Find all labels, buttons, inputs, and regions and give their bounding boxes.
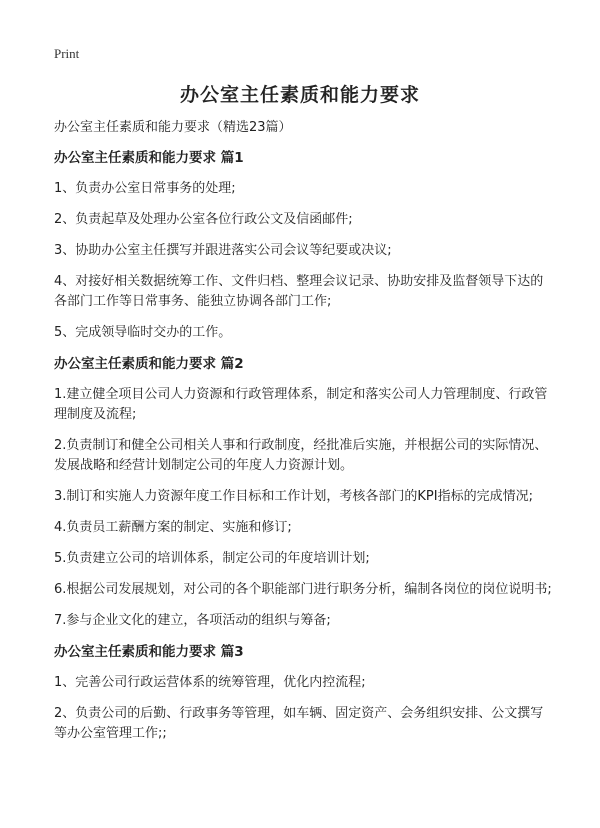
list-item: 3、协助办公室主任撰写并跟进落实公司会议等纪要或决议; — [54, 243, 392, 258]
list-item: 2、负责起草及处理办公室各位行政公文及信函邮件; — [54, 212, 353, 227]
section-heading: 办公室主任素质和能力要求 篇2 — [54, 356, 244, 372]
document-title: 办公室主任素质和能力要求 — [179, 84, 420, 106]
list-item: 6.根据公司发展规划，对公司的各个职能部门进行职务分析，编制各岗位的岗位说明书; — [54, 582, 552, 597]
list-item: 5.负责建立公司的培训体系，制定公司的年度培训计划; — [54, 551, 370, 566]
list-item: 5、完成领导临时交办的工作。 — [54, 325, 232, 340]
list-item: 4.负责员工薪酬方案的制定、实施和修订; — [54, 520, 292, 535]
list-item: 1、负责办公室日常事务的处理; — [54, 181, 236, 196]
document-subtitle: 办公室主任素质和能力要求（精选23篇） — [54, 120, 292, 135]
section-3 — [54, 642, 552, 744]
list-item: 7.参与企业文化的建立，各项活动的组织与筹备; — [54, 613, 331, 628]
document-body — [54, 118, 552, 755]
print-label: Print — [54, 46, 80, 61]
section-heading: 办公室主任素质和能力要求 篇3 — [54, 644, 244, 660]
list-item: 3.制订和实施人力资源年度工作目标和工作计划，考核各部门的KPI指标的完成情况; — [54, 489, 533, 504]
list-item: 2、负责公司的后勤、行政事务等管理，如车辆、固定资产、会务组织安排、公文撰写等办公室管理工作;; — [54, 706, 544, 741]
list-item: 1.建立健全项目公司人力资源和行政管理体系，制定和落实公司人力管理制度、行政管理制度及流程; — [54, 387, 548, 422]
section-heading: 办公室主任素质和能力要求 篇1 — [54, 150, 244, 166]
section-2 — [54, 354, 552, 631]
list-item: 1、完善公司行政运营体系的统筹管理，优化内控流程; — [54, 675, 366, 690]
list-item: 2.负责制订和健全公司相关人事和行政制度，经批准后实施，并根据公司的实际情况、发展战略和经营计划制定公司的年度人力资源计划。 — [54, 438, 548, 473]
section-1 — [54, 148, 552, 343]
list-item: 4、对接好相关数据统筹工作、文件归档、整理会议记录、协助安排及监督领导下达的各部门工作等日常事务、能独立协调各部门工作; — [54, 274, 544, 309]
